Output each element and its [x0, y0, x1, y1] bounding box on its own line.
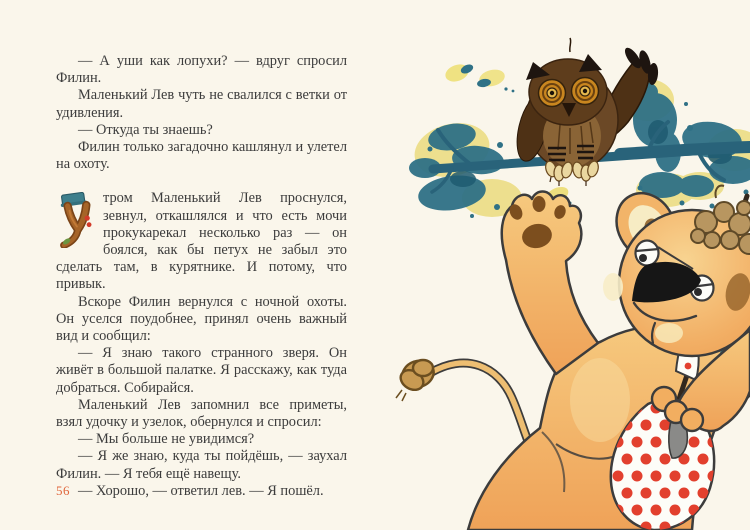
- lion-arm-raised: [502, 192, 598, 375]
- paragraph: Филин только загадочно кашлянул и улетел на охоту.: [56, 139, 347, 173]
- lion-tail: [396, 356, 530, 446]
- owl-head-curl: [570, 38, 571, 52]
- face-highlight-left: [603, 273, 623, 301]
- tail-tuft-hairs: [396, 390, 406, 401]
- text-column: [56, 53, 347, 500]
- paragraph: — Я знаю такого странного зверя. Он живёт в большой палатке. Я расскажу, как туда добраться. Собирайся.: [56, 345, 347, 396]
- tail-tuft: [397, 356, 437, 393]
- drop-cap-letter-u: [56, 192, 96, 242]
- paragraph: Маленький Лев чуть не свалился с ветки от удивления.: [56, 87, 347, 121]
- paragraph: Маленький Лев запомнил все приметы, взял удочку и узелок, обернулся и спросил:: [56, 396, 347, 431]
- paragraph: — Хорошо, — ответил лев. — Я пошёл.: [78, 482, 324, 499]
- paragraph: Вскоре Филин вернулся с ночной охоты. Он уселся поудобнее, принял очень важный вид и сообщил:: [56, 293, 347, 345]
- dropcap-berry: [87, 223, 92, 228]
- lion-cub: [396, 183, 750, 530]
- paragraph: — Я же знаю, куда ты пойдёшь, — заухал Филин. — Я тебя ещё навещу.: [56, 448, 347, 482]
- paragraph-text: тром Маленький Лев проснулся, зевнул, откашлялся и что есть мочи прокукарекал несколько раз — он боялся, как бы петух не забыл это сделать там, в курятнике. И потому, что привык.: [56, 190, 347, 293]
- paragraph: — Откуда ты знаешь?: [78, 121, 213, 138]
- lion-eye-left: [636, 241, 660, 266]
- owl-eye-right: [572, 78, 599, 105]
- paragraph: [56, 190, 347, 293]
- page-number: 56: [56, 483, 70, 498]
- dropcap-berry: [85, 216, 90, 221]
- chest-highlight: [570, 358, 630, 442]
- owl-eye-left: [539, 80, 566, 107]
- paragraph: — А уши как лопухи? — вдруг спросил Филин.: [56, 53, 347, 87]
- paragraph: — Мы больше не увидимся?: [78, 431, 255, 448]
- face-highlight-right: [655, 323, 683, 343]
